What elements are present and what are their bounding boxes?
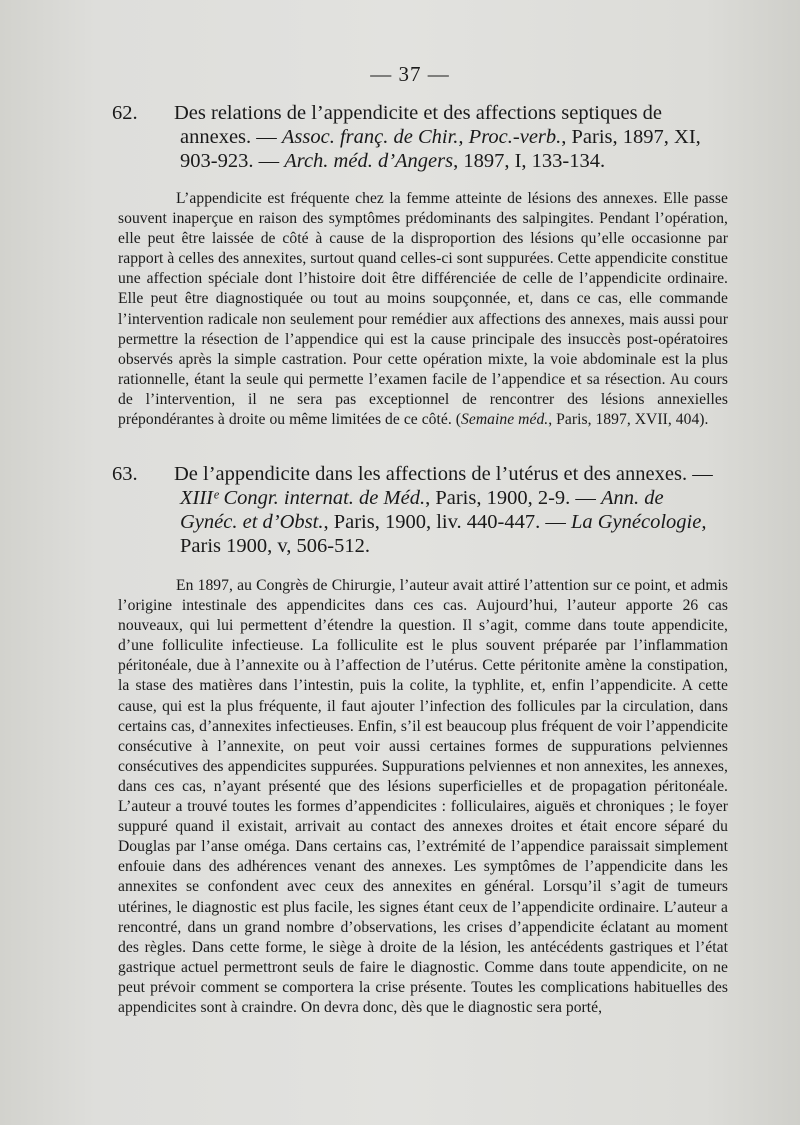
reference-text: 903-923. — xyxy=(180,150,285,172)
entry-abstract xyxy=(118,576,728,1018)
abstract-paragraph xyxy=(118,189,728,430)
journal-title: Arch. méd. d’Angers xyxy=(284,150,454,172)
journal-title: Gynéc. et d’Obst. xyxy=(180,511,324,533)
entry-reference-line xyxy=(118,510,728,534)
source-title: Semaine méd. xyxy=(461,411,549,429)
entry-number: 63. xyxy=(112,463,138,485)
abstract-paragraph: En 1897, au Congrès de Chirurgie, l’auteur avait attiré l’attention sur ce point, et admis l’origine intestinale des appendicites dans ces cas. Aujourd’hui, l’auteur apporte 26 cas nouveaux, qui lui permettent d’étendre la question. Il s’agit, comme dans toute appendicite, d’une folliculite infectieuse. La folliculite est le plus souvent préparée par l’inflammation péritonéale, due à l’annexite ou à l’affection de l’utérus. Cette péritonite amène la constipation, la stase des matières dans l’intestin, puis la colite, la typhlite, et, enfin l’appendicite. A cette cause, qui est la plus fréquente, il faut ajouter l’infection des follicules par la circulation, dans certains cas, d’annexites infectieuses. Enfin, s’il est beaucoup plus fréquent de voir l’appendicite consécutive à l’annexite, on peut voir aussi certaines formes de suppurations pelviennes consécutives des appendicites suppurées. Suppurations pelviennes et non annexites, les annexes, dans ces cas, n’ayant présenté que des lésions superficielles et de propagation péritonéale. L’auteur a trouvé toutes les formes d’appendicites : folliculaires, aiguës et chroniques ; le foyer suppuré quand il existait, arrivait au contact des annexes droites et était encore séparé du Douglas par l’anse oméga. Dans certains cas, l’extrémité de l’appendice paraissait simplement enfouie dans des adhérences venant des annexes. Les symptômes de l’appendicite dans les annexites se confondent avec ceux des annexites en général. Lorsqu’il s’agit de tumeurs utérines, le diagnostic est plus facile, les signes étant ceux de l’appendicite ordinaire. L’auteur a rencontré, dans un grand nombre d’observations, les crises d’appendicite éclatant au moment des règles. Dans cette forme, le siège à droite de la lésion, les antécédents gastriques et l’état gastrique actuel permettront seuls de faire le diagnostic. Comme dans toute appendicite, on ne peut prévoir comment se comportera la crise présente. Toutes les complications habituelles des appendicites sont à craindre. On devra donc, dès que le diagnostic sera porté, xyxy=(118,577,728,1016)
journal-title: Ann. de xyxy=(601,487,664,509)
page-number: — 37 — xyxy=(370,62,450,86)
reference-text: , Paris, 1900, 2-9. — xyxy=(425,487,602,509)
entry-reference-line: Paris 1900, v, 506-512. xyxy=(180,535,370,557)
reference-text: annexes. — xyxy=(180,126,282,148)
reference-text: , Paris, 1897, XI, xyxy=(561,126,701,148)
abstract-text: L’appendicite est fréquente chez la femme atteinte de lésions des annexes. Elle passe souvent inaperçue en raison des symptômes prédominants des salpingites. Pendant l’opération, elle peut être laissée de côté à cause de la disproportion des lésions qu’elle occasionne par rapport à celles des annexites, surtout quand celles-ci sont suppurées. Cette appendicite constitue une affection spéciale dont l’histoire doit être différenciée de celle de l’appendicite ordinaire. Elle peut être diagnostiquée ou tout au moins soupçonnée, et, dans ce cas, elle commande l’intervention radicale non seulement pour remédier aux affections des annexes, mais aussi pour permettre la résection de l’appendice qui est la cause principale des insuccès post-opératoires observés après la simple castration. Pour cette opération mixte, la voie abdominale est la plus rationnelle, étant la seule qui permette l’examen facile de l’appendice et sa résection. Au cours de l’intervention, il ne sera pas exceptionnel de rencontrer des lésions annexielles prépondérantes à droite ou même limitées de ce côté. ( xyxy=(118,190,728,429)
entry-title: Des relations de l’appendicite et des affections septiques de xyxy=(174,102,663,124)
entry-heading xyxy=(112,462,728,558)
bibliography-entry xyxy=(112,101,728,430)
entry-heading xyxy=(112,101,728,173)
journal-title: Assoc. franç. de Chir., Proc.-verb. xyxy=(281,126,562,148)
journal-title: XIIIᵉ Congr. internat. de Méd. xyxy=(180,487,426,509)
source-text: , Paris, 1897, XVII, 404). xyxy=(548,411,709,429)
entry-number: 62. xyxy=(112,102,138,124)
entry-abstract xyxy=(118,189,728,430)
entry-reference-line xyxy=(118,125,728,149)
journal-title: La Gynécologie, xyxy=(570,511,707,533)
entry-reference-line xyxy=(118,149,728,173)
entry-title: De l’appendicite dans les affections de l’utérus et des annexes. — xyxy=(174,463,713,485)
reference-text: , 1897, I, 133-134. xyxy=(453,150,606,172)
bibliography-entry xyxy=(112,462,728,1018)
entry-reference-line xyxy=(118,486,728,510)
reference-text: , Paris, 1900, liv. 440-447. — xyxy=(323,511,571,533)
